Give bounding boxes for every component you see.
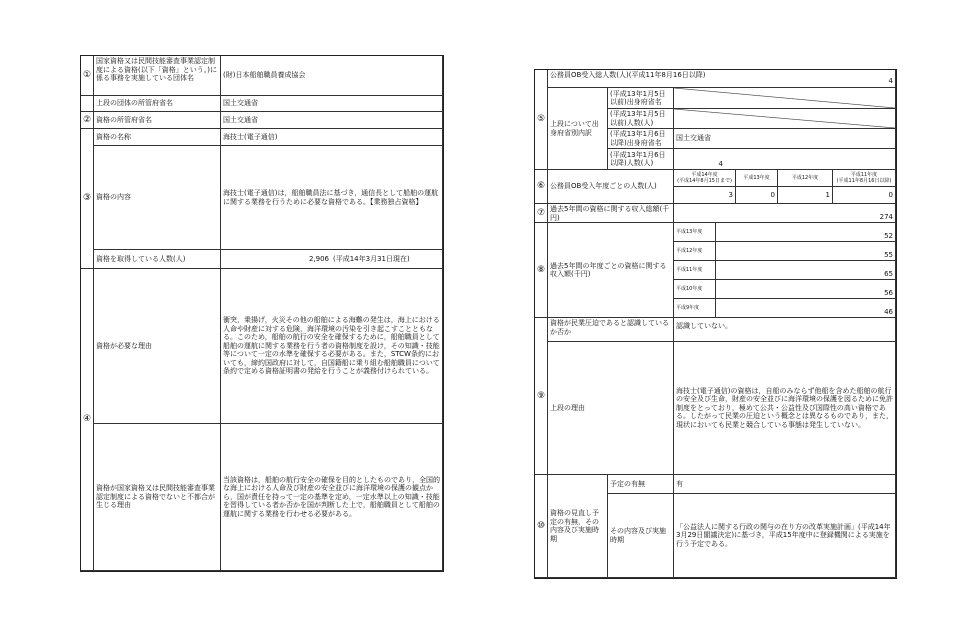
- row-number: ⑨: [535, 318, 548, 475]
- year-value: 1: [778, 187, 833, 204]
- year-value: 46: [716, 299, 896, 318]
- row-value: [221, 250, 331, 269]
- row-value: 海技士(電子通信)は，船舶職員法に基づき，通信長として船舶の運航に関する業務を行うために必要な資格である。【業務独占資格】: [221, 146, 443, 250]
- row-value: 国土交通省: [221, 96, 443, 112]
- row-label: 資格の所管府省名: [94, 112, 221, 129]
- row-number-empty: [81, 96, 94, 112]
- left-page: [80, 55, 444, 572]
- sub-row-value: [674, 149, 896, 170]
- sub-row-label: (平成13年1月6日以降)人数(人): [608, 149, 674, 170]
- row-number: ⑥: [535, 170, 548, 204]
- row-value: (財)日本船舶職員養成協会: [221, 56, 443, 96]
- row-number: ⑧: [535, 223, 548, 318]
- plan-value: 有: [674, 475, 896, 494]
- year-value: 55: [716, 242, 896, 261]
- row-number: ⑩: [535, 475, 548, 578]
- ob-count: 4: [718, 159, 723, 168]
- row-label: 資格が必要な理由: [94, 269, 221, 424]
- row-value: 4: [888, 76, 893, 85]
- sub-row-label: (平成13年1月5日以前)人数(人): [608, 109, 674, 129]
- row-number: ②: [81, 112, 94, 129]
- row-label: 国家資格又は民間技能審査事業認定制度による資格(以下「資格」という。)に係る事務を実施している団体名: [94, 56, 221, 96]
- row-value: 海技士(電子通信): [221, 129, 443, 146]
- sub-row-label: (平成13年1月6日以降)出身府省名: [608, 129, 674, 149]
- row-label: 資格が国家資格又は民間技能審査事業認定制度による資格でないと不都合が生じる理由: [94, 424, 221, 571]
- year-value: 52: [716, 223, 896, 242]
- sub-label: 上段について出身府省別内訳: [548, 88, 608, 170]
- row-label: 公務員OB受入総人数(人)(平成11年8月16日以降): [548, 70, 896, 88]
- row-number: ①: [81, 56, 94, 96]
- detail-value: 「公益法人に関する行政の関与の在り方の改革実施計画」(平成14年3月29日閣議決定)に基づき，平成15年度中に登録機関による実施を行う予定である。: [674, 494, 896, 578]
- year-value: 56: [716, 280, 896, 299]
- row-value: 当該資格は，船舶の航行安全の確保を目的としたものであり，全国的な海上における人命及び財産の安全並びに海洋環境の保護の観点から，国が責任を持って一定の基準を定め，一定水準以上の知識・技能を習得している者か否かを国が判断した上で，船舶職員として船舶の運航に関する業務を行わせる必要がある。: [221, 424, 443, 571]
- row-number: ④: [81, 269, 94, 571]
- year-header: 平成13年度: [736, 170, 778, 187]
- row-label: 資格の名称: [94, 129, 221, 146]
- year-header: 平成14年度 (平成14年8月15日まで): [674, 170, 736, 187]
- row-label: 上段の団体の所管府省名: [94, 96, 221, 112]
- year-header: 平成11年度 (平成11年8月16日以降): [833, 170, 896, 187]
- sub-row-empty: [674, 88, 896, 109]
- row-label: 過去5年間の年度ごとの資格に関する収入額(千円): [548, 223, 674, 318]
- year-label: 平成10年度: [674, 280, 716, 299]
- row-label: 資格の見直し予定の有無，その内容及び実施時期: [548, 475, 608, 578]
- year-value: 0: [833, 187, 896, 204]
- row-value: 衝突，乗揚げ，火災その他の船舶による海難の発生は，海上における人命や財産に対する危険，海洋環境の汚染を引き起こすことともなる。このため，船舶の航行の安全を確保するために，船舶職員として船舶の運航に関する業務を行う者の資格制度を設け，その知識・技能等について一定の水準を確保する必要がある。また，STCW条約においても，締約国政府に対して，自国籍船に乗り組む船舶職員について条約で定める資格証明書の発給を行うことが義務付けられている。: [221, 269, 443, 424]
- year-header: 平成12年度: [778, 170, 833, 187]
- row-value: 国土交通省: [221, 112, 443, 129]
- row-number: ⑤: [535, 70, 548, 170]
- year-label: 平成12年度: [674, 242, 716, 261]
- reason-label: 上段の理由: [548, 342, 674, 475]
- row-label: 資格を取得している人数(人): [94, 250, 221, 269]
- sub-row-label: (平成13年1月5日以前)出身府省名: [608, 88, 674, 109]
- row-label: 公務員OB受入年度ごとの人数(人): [548, 170, 674, 204]
- row-label: 資格の内容: [94, 146, 221, 250]
- sub-row-value: 国土交通省: [674, 129, 896, 149]
- year-value: 65: [716, 261, 896, 280]
- year-label: 平成9年度: [674, 299, 716, 318]
- row-label: 資格が民業圧迫であると認識しているか否か: [548, 318, 674, 342]
- row-number: ⑦: [535, 204, 548, 223]
- detail-label: その内容及び実施時期: [608, 494, 674, 578]
- year-label: 平成11年度: [674, 261, 716, 280]
- holder-count: 2,906: [308, 254, 329, 263]
- right-page: [534, 69, 897, 579]
- year-value: 3: [674, 187, 736, 204]
- row-note: (平成14年3月31日現在): [331, 250, 443, 269]
- row-value: 274: [674, 204, 896, 223]
- row-label: 過去5年間の資格に関する収入総額(千円): [548, 204, 674, 223]
- row-number: ③: [81, 129, 94, 269]
- plan-label: 予定の有無: [608, 475, 674, 494]
- sub-row-empty: [674, 109, 896, 129]
- year-value: 0: [736, 187, 778, 204]
- year-label: 平成13年度: [674, 223, 716, 242]
- row-value: 認識していない。: [674, 318, 896, 342]
- reason-value: 海技士(電子通信)の資格は，自船のみならず他船を含めた船舶の航行の安全及び生命，財産の安全並びに海洋環境の保護を図るために免許制度をとっており，極めて公共・公益性及び国際性の高い資格である。したがって民業の圧迫という概念とは異なるものであり，また，現状においても民業と競合している事態は発生していない。: [674, 342, 896, 475]
